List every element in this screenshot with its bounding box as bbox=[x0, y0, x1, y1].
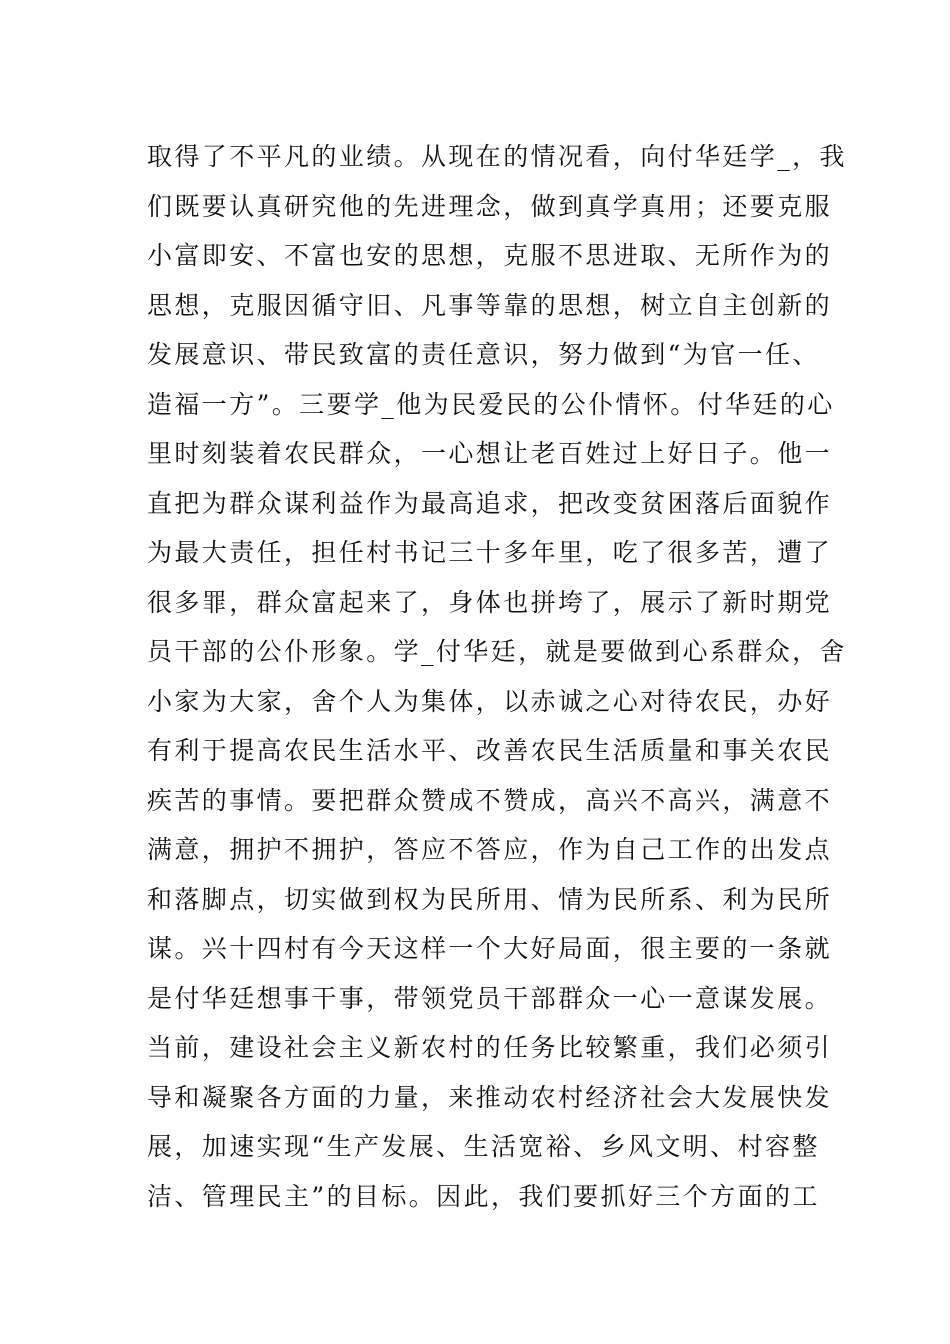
text-line: 小富即安、不富也安的思想，克服不思进取、无所作为的 bbox=[147, 241, 833, 270]
text-line: 很多罪，群众富起来了，身体也拼垮了，展示了新时期党 bbox=[147, 587, 833, 617]
text-line: 思想，克服因循守旧、凡事等靠的思想，树立自主创新的 bbox=[147, 290, 833, 320]
text-line: 是付华廷想事干事，带领党员干部群众一心一意谋发展。 bbox=[147, 983, 833, 1013]
text-line: 当前，建设社会主义新农村的任务比较繁重，我们必须引 bbox=[147, 1033, 833, 1062]
text-line: 洁、管理民主”的目标。因此，我们要抓好三个方面的工 bbox=[147, 1181, 820, 1211]
text-line: 为最大责任，担任村书记三十多年里，吃了很多苦，遭了 bbox=[147, 538, 833, 567]
text-line: 小家为大家，舍个人为集体，以赤诚之心对待农民，办好 bbox=[147, 686, 833, 716]
text-line: 满意，拥护不拥护，答应不答应，作为自己工作的出发点 bbox=[147, 835, 833, 864]
text-line: 直把为群众谋利益作为最高追求，把改变贫困落后面貌作 bbox=[147, 488, 833, 518]
text-line: 员干部的公仆形象。学_付华廷，就是要做到心系群众，舍 bbox=[147, 637, 847, 666]
text-line: 导和凝聚各方面的力量，来推动农村经济社会大发展快发 bbox=[147, 1082, 833, 1112]
text-line: 里时刻装着农民群众，一心想让老百姓过上好日子。他一 bbox=[147, 439, 833, 468]
text-line: 发展意识、带民致富的责任意识，努力做到“为官一任、 bbox=[147, 340, 820, 369]
text-line: 造福一方”。三要学_他为民爱民的公仆情怀。付华廷的心 bbox=[147, 389, 835, 419]
text-line: 展，加速实现“生产发展、生活宽裕、乡风文明、村容整 bbox=[147, 1132, 820, 1161]
text-line: 疾苦的事情。要把群众赞成不赞成，高兴不高兴，满意不 bbox=[147, 785, 833, 815]
text-line: 取得了不平凡的业绩。从现在的情况看，向付华廷学_，我 bbox=[147, 142, 847, 171]
text-line: 谋。兴十四村有今天这样一个大好局面，很主要的一条就 bbox=[147, 934, 833, 963]
text-line: 和落脚点，切实做到权为民所用、情为民所系、利为民所 bbox=[147, 884, 833, 914]
body-text bbox=[147, 132, 847, 1221]
text-line: 有利于提高农民生活水平、改善农民生活质量和事关农民 bbox=[147, 736, 833, 765]
text-line: 们既要认真研究他的先进理念，做到真学真用；还要克服 bbox=[147, 191, 833, 221]
